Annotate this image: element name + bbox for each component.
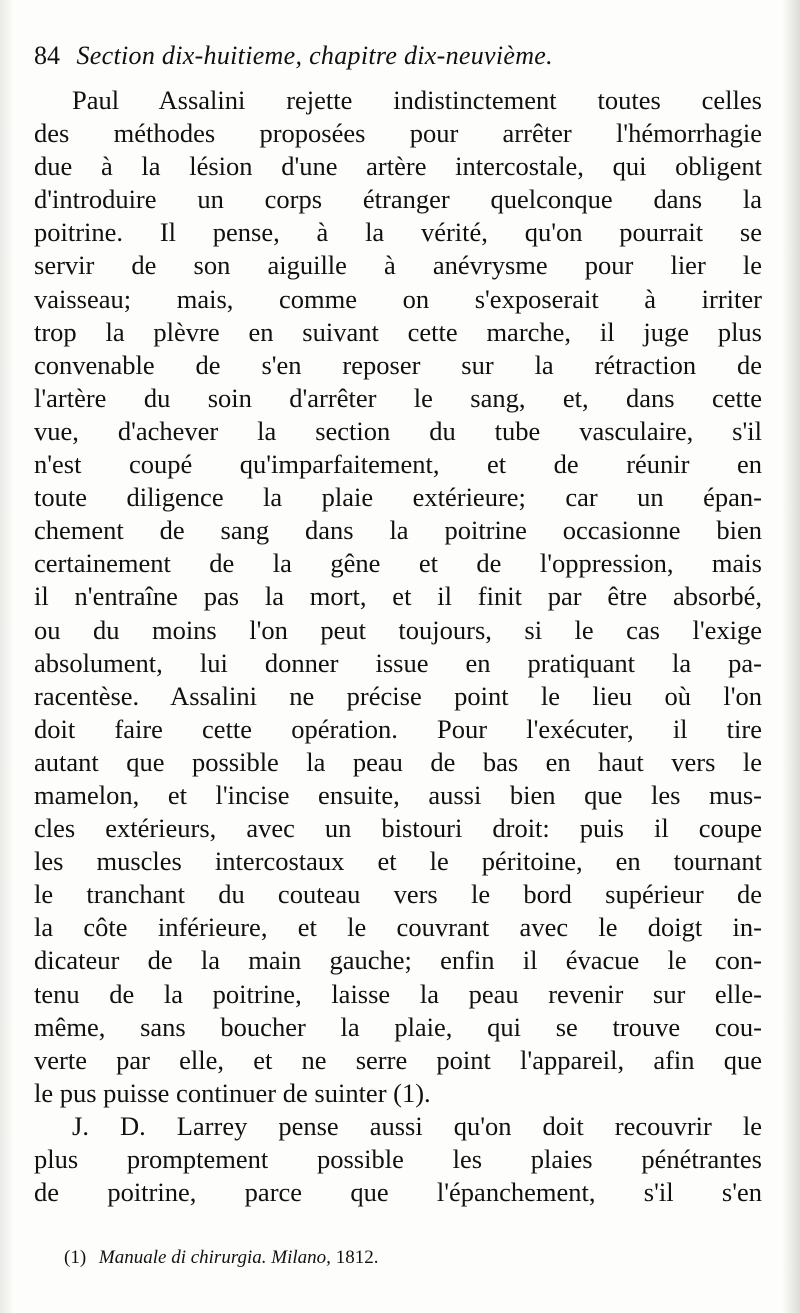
scan-shadow-left xyxy=(0,0,14,1313)
footnote xyxy=(64,1246,378,1270)
text-line: doit faire cette opération. Pour l'exécuter, il tire xyxy=(34,713,762,744)
text-line: due à la lésion d'une artère intercostale, qui obligent xyxy=(34,151,762,182)
text-line: vaisseau; mais, comme on s'exposerait à irriter xyxy=(34,283,762,314)
text-line: la côte inférieure, et le couvrant avec le doigt in- xyxy=(34,912,762,943)
text-line: servir de son aiguille à anévrysme pour lier le xyxy=(34,250,762,281)
text-line: chement de sang dans la poitrine occasionne bien xyxy=(34,515,762,546)
footnote-citation: Manuale di chirurgia. Milano, xyxy=(98,1247,331,1268)
page-number: 84 xyxy=(34,41,60,70)
text-line: vue, d'achever la section du tube vasculaire, s'il xyxy=(34,415,762,446)
text-line: plus promptement possible les plaies pénétrantes xyxy=(34,1144,762,1174)
text-line: ou du moins l'on peut toujours, si le cas l'exige xyxy=(34,614,762,645)
text-line: autant que possible la peau de bas en haut vers le xyxy=(34,746,762,777)
text-line: J. D. Larrey pense aussi qu'on doit recouvrir le xyxy=(72,1110,762,1141)
text-line: de poitrine, parce que l'épanchement, s'il s'en xyxy=(34,1177,762,1208)
text-line: certainement de la gêne et de l'oppression, mais xyxy=(34,548,762,579)
footnote-year: 1812. xyxy=(335,1247,379,1268)
text-line: même, sans boucher la plaie, qui se trouve cou- xyxy=(34,1011,762,1042)
text-line: n'est coupé qu'imparfaitement, et de réunir en xyxy=(34,449,762,480)
text-line: tenu de la poitrine, laisse la peau revenir sur elle- xyxy=(34,978,762,1009)
text-line: l'artère du soin d'arrêter le sang, et, dans cette xyxy=(34,382,762,413)
text-line: des méthodes proposées pour arrêter l'hémorrhagie xyxy=(34,118,762,149)
running-head xyxy=(34,36,764,76)
text-line: racentèse. Assalini ne précise point le lieu où l'on xyxy=(34,680,762,711)
text-line: trop la plèvre en suivant cette marche, il juge plus xyxy=(34,316,762,347)
footnote-mark: (1) xyxy=(64,1247,87,1268)
text-line: toute diligence la plaie extérieure; car un épan- xyxy=(34,482,762,513)
text-line: poitrine. Il pense, à la vérité, qu'on pourrait se xyxy=(34,217,762,248)
scan-shadow-right xyxy=(782,0,800,1313)
text-line: dicateur de la main gauche; enfin il évacue le con- xyxy=(34,945,762,976)
text-line: mamelon, et l'incise ensuite, aussi bien que les mus- xyxy=(34,779,762,810)
text-line: d'introduire un corps étranger quelconque dans la xyxy=(34,184,762,215)
text-line: les muscles intercostaux et le péritoine, en tournant xyxy=(34,846,762,877)
text-line: verte par elle, et ne serre point l'appareil, afin que xyxy=(34,1044,762,1075)
text-line: il n'entraîne pas la mort, et il finit par être absorbé, xyxy=(34,581,762,612)
text-line: convenable de s'en reposer sur la rétraction de xyxy=(34,349,762,380)
text-line: le pus puisse continuer de suinter (1). xyxy=(34,1077,431,1108)
text-line: absolument, lui donner issue en pratiquant la pa- xyxy=(34,647,762,678)
text-line: Paul Assalini rejette indistinctement toutes celles xyxy=(72,85,762,115)
running-head-title: Section dix-huitieme, chapitre dix-neuvième. xyxy=(76,41,553,70)
text-line: cles extérieurs, avec un bistouri droit: puis il coupe xyxy=(34,813,762,844)
text-line: le tranchant du couteau vers le bord supérieur de xyxy=(34,879,762,910)
body-text xyxy=(34,84,762,1209)
